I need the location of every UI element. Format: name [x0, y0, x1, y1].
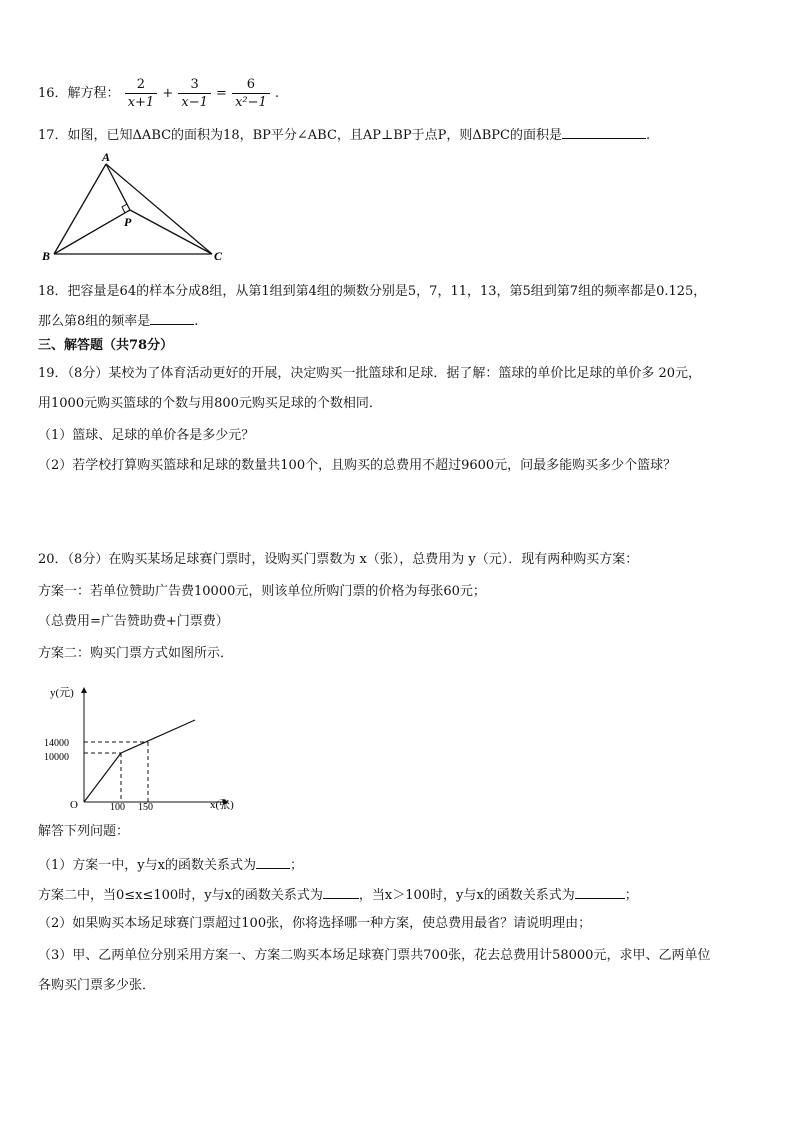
question-20-sub-3-line-2: 各购买门票多少张．: [38, 978, 156, 993]
label-C: C: [214, 249, 223, 263]
x-tick-100: 100: [110, 802, 125, 813]
cost-graph: [38, 676, 248, 816]
question-20-note: （总费用=广告赞助费+门票费）: [38, 614, 229, 629]
question-19-part-2: （2）若学校打算购买篮球和足球的数量共100个，且购买的总费用不超过9600元，问最多能购买多少个篮球？: [38, 458, 677, 473]
question-20-line-1: 20．（8分）在购买某场足球赛门票时，设购买门票数为 x（张），总费用为 y（元）．现有两种购买方案：: [38, 552, 639, 567]
question-20-plan-2: 方案二：购买门票方式如图所示．: [38, 646, 234, 661]
label-B: B: [42, 249, 51, 263]
x-tick-150: 150: [138, 802, 153, 813]
y-tick-10000: 10000: [44, 752, 69, 763]
q16-fraction-2: $\frac{3}{x-1}$: [178, 76, 211, 111]
q16-prefix: 16．解方程：: [38, 86, 120, 101]
y-axis-label: y(元): [50, 687, 74, 699]
question-20-plan-1: 方案一：若单位赞助广告费10000元，则该单位所购门票的价格为每张60元；: [38, 584, 486, 599]
answer-prompt: 解答下列问题：: [38, 824, 130, 839]
answer-blank-q20-plan2a[interactable]: [323, 884, 359, 899]
answer-blank-q17[interactable]: [562, 124, 646, 139]
answer-blank-q20-plan1[interactable]: [256, 854, 290, 869]
question-19-line-1: 19．（8分）某校为了体育活动更好的开展，决定购买一批篮球和足球．据了解：篮球的单价比足球的单价多 20元，: [38, 366, 701, 381]
answer-blank-q20-plan2b[interactable]: [575, 884, 625, 899]
question-16: 16．解方程： $\frac{2}{x+1}$ + $\frac{3}{x-1}$ = $\frac{6}{\text{x²−1}}$ .: [38, 77, 280, 110]
question-17: 17．如图，已知ΔABC的面积为18，BP平分∠ABC，且AP⊥BP于点P，则ΔBPC的面积是 .: [38, 124, 650, 146]
cost-line: [84, 720, 195, 802]
question-18-line-2: 那么第8组的频率是 .: [38, 310, 198, 332]
q16-fraction-3: $\frac{6}{\text{x²−1}}$: [232, 76, 270, 111]
question-20-sub-2: （2）如果购买本场足球赛门票超过100张，你将选择哪一种方案，使总费用最省？请说明理由；: [38, 916, 592, 931]
question-19-part-1: （1）篮球、足球的单价各是多少元？: [38, 428, 255, 443]
question-20-sub-1a: （1）方案一中，y与x的函数关系式为 ；: [38, 854, 303, 876]
triangle-figure: [38, 150, 238, 265]
question-20-sub-1b: 方案二中，当0≤x≤100时，y与x的函数关系式为 ，当x＞100时，y与x的函数关系式为 ；: [38, 884, 638, 906]
label-P: P: [124, 215, 132, 229]
origin-label: O: [70, 799, 78, 811]
label-A: A: [102, 150, 111, 164]
section-title: 三、解答题（共78分）: [38, 338, 174, 353]
answer-blank-q18[interactable]: [150, 310, 194, 325]
question-20-sub-3-line-1: （3）甲、乙两单位分别采用方案一、方案二购买本场足球赛门票共700张，花去总费用计58000元，求甲、乙两单位: [38, 948, 711, 963]
question-18-line-1: 18．把容量是64的样本分成8组，从第1组到第4组的频数分别是5，7，11，13，第5组到第7组的频率都是0.125，: [38, 284, 707, 299]
x-axis-label: x(张): [210, 799, 234, 811]
y-tick-14000: 14000: [44, 738, 69, 749]
q16-fraction-1: $\frac{2}{x+1}$: [125, 76, 158, 111]
question-19-line-2: 用1000元购买篮球的个数与用800元购买足球的个数相同．: [38, 396, 382, 411]
